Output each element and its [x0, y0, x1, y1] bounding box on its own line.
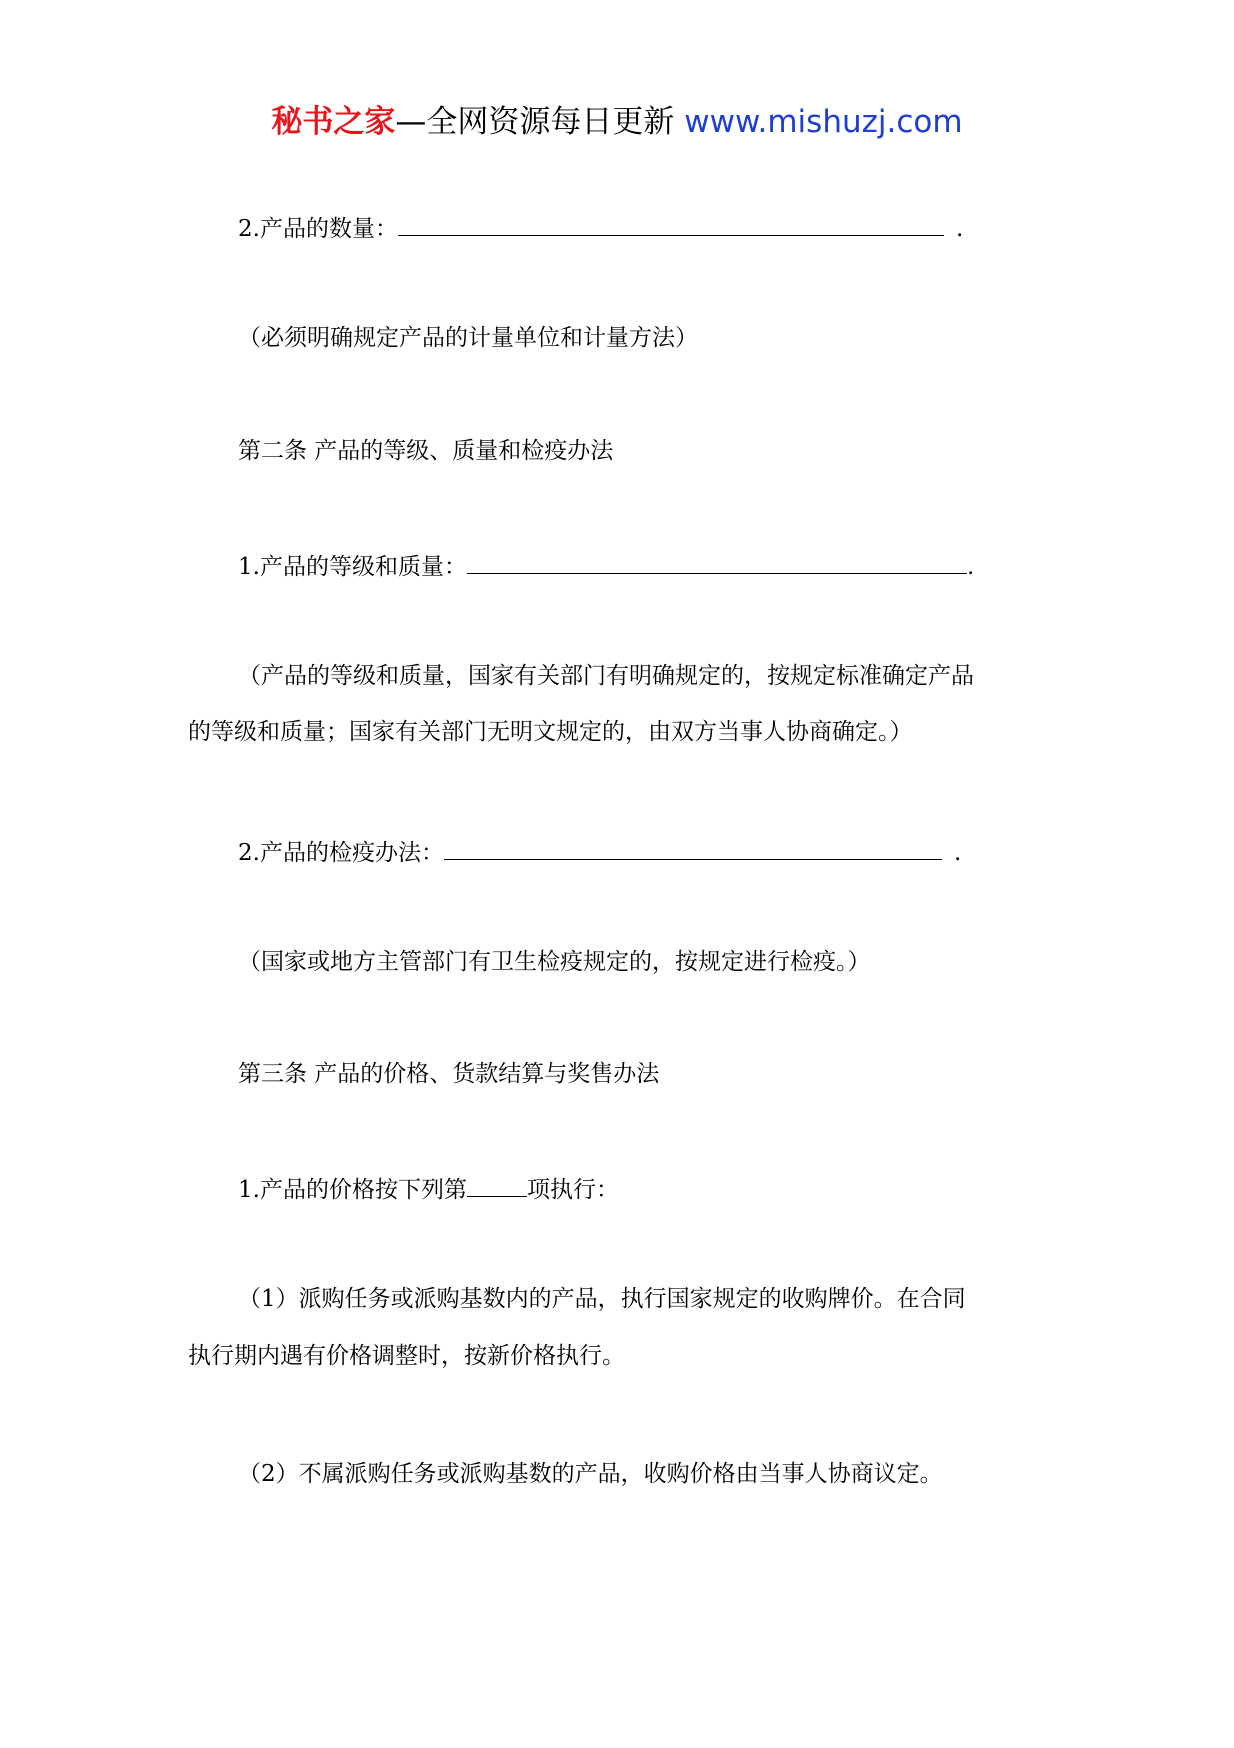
article-3-heading: 第三条 产品的价格、货款结算与奖售办法	[238, 1061, 660, 1087]
price-option-line	[238, 1172, 619, 1205]
quantity-note: （必须明确规定产品的计量单位和计量方法）	[238, 325, 698, 351]
price-option-blank	[467, 1172, 527, 1197]
price-clause-1-line-2: 执行期内遇有价格调整时，按新价格执行。	[188, 1343, 625, 1369]
price-clause-2: （2）不属派购任务或派购基数的产品，收购价格由当事人协商议定。	[238, 1461, 943, 1487]
article-2-heading: 第二条 产品的等级、质量和检疫办法	[238, 438, 614, 464]
quantity-blank	[398, 211, 944, 236]
grade-quality-label: 1.产品的等级和质量：	[238, 554, 467, 580]
quantity-label: 2.产品的数量：	[238, 216, 398, 242]
quarantine-note: （国家或地方主管部门有卫生检疫规定的，按规定进行检疫。）	[238, 949, 871, 975]
grade-quality-line	[238, 549, 974, 582]
grade-quality-note-2: 的等级和质量；国家有关部门无明文规定的，由双方当事人协商确定。）	[188, 719, 913, 745]
quarantine-end: .	[953, 840, 962, 866]
header-tagline: —全网资源每日更新	[395, 104, 675, 140]
quarantine-blank	[444, 835, 942, 860]
site-header	[0, 102, 1234, 142]
price-option-suffix: 项执行：	[526, 1177, 619, 1203]
price-clause-1-line-1: （1）派购任务或派购基数内的产品，执行国家规定的收购牌价。在合同	[238, 1286, 966, 1312]
quarantine-label: 2.产品的检疫办法：	[238, 840, 444, 866]
grade-quality-blank	[467, 549, 967, 574]
header-url[interactable]: www.mishuzj.com	[684, 104, 963, 140]
grade-quality-end: .	[966, 554, 975, 580]
grade-quality-note-1: （产品的等级和质量，国家有关部门有明确规定的，按规定标准确定产品	[238, 663, 974, 689]
header-brand: 秘书之家	[271, 104, 396, 140]
quantity-line	[238, 211, 963, 244]
price-option-label: 1.产品的价格按下列第	[238, 1177, 467, 1203]
quantity-end: .	[955, 216, 964, 242]
quarantine-line	[238, 835, 961, 868]
